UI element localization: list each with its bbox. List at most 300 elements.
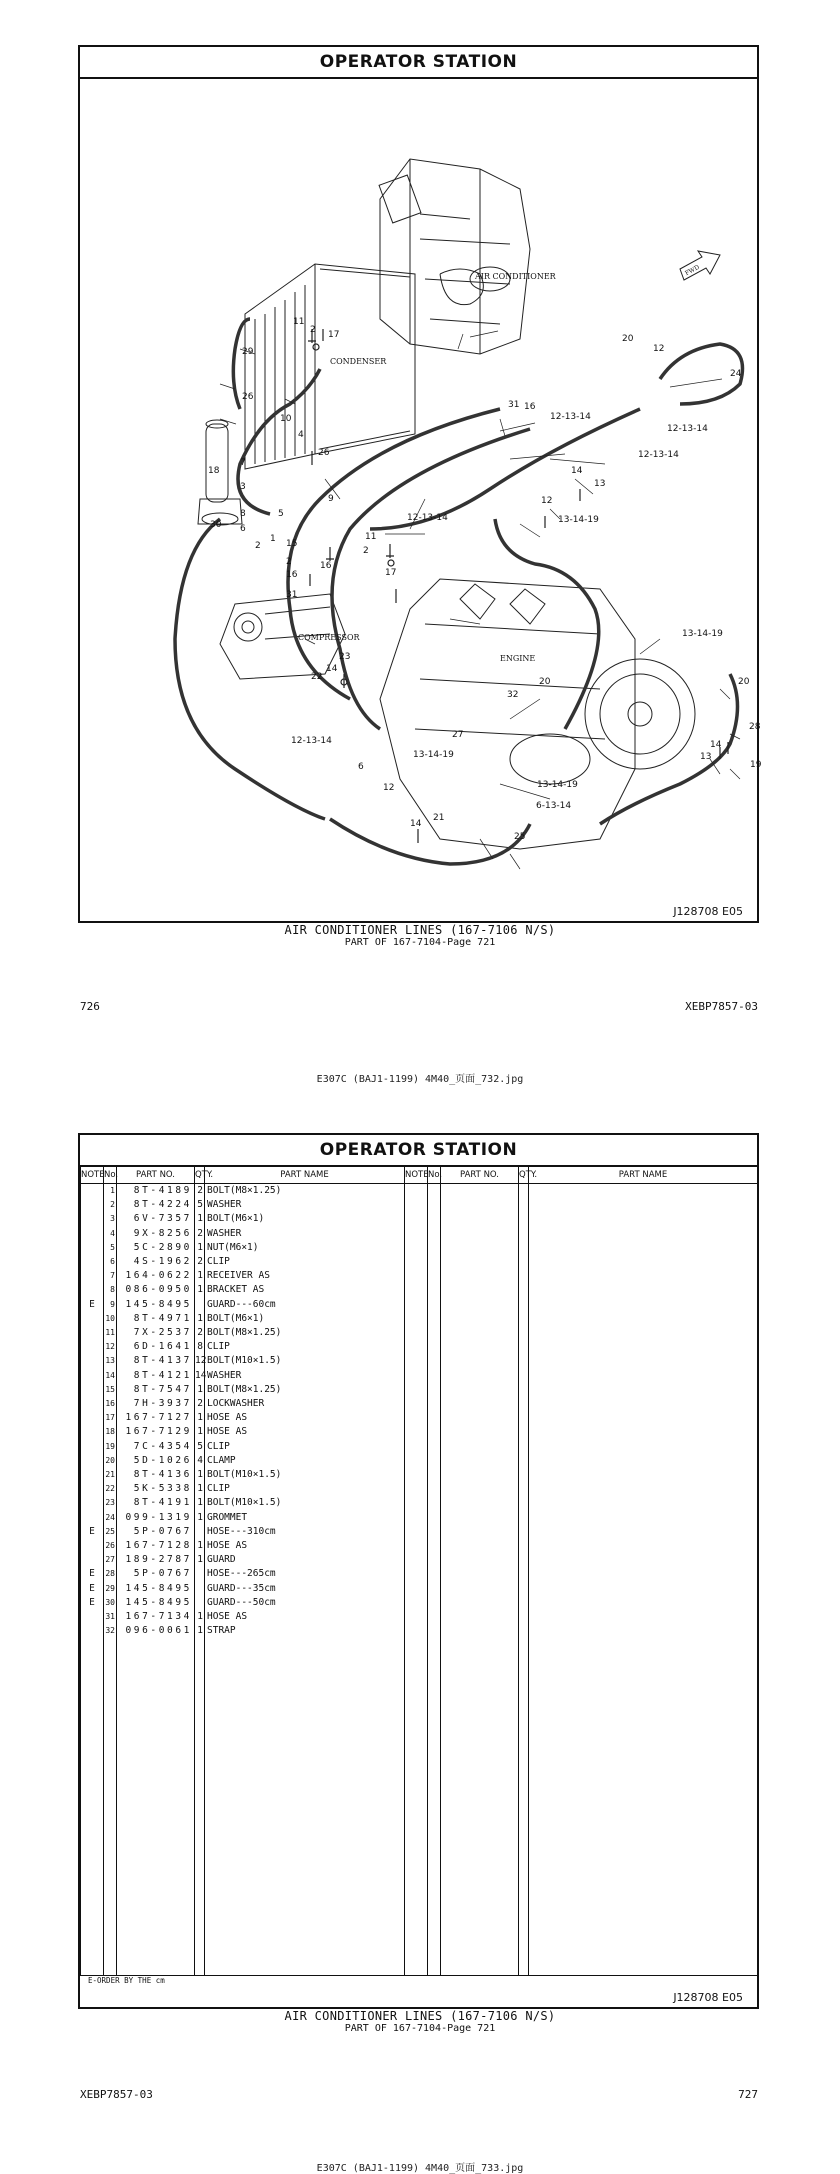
empty-cell: [529, 1496, 758, 1510]
empty-cell: [529, 1298, 758, 1312]
callout: 26: [318, 448, 330, 458]
row-note: [81, 1511, 104, 1525]
row-number: 8: [104, 1283, 117, 1297]
empty-cell: [405, 1454, 428, 1468]
empty-cell: [441, 1383, 519, 1397]
row-number: 22: [104, 1482, 117, 1496]
empty-cell: [529, 1255, 758, 1269]
empty-cell: [428, 1411, 441, 1425]
empty-cell: [428, 1496, 441, 1510]
row-quantity: 1: [195, 1269, 205, 1283]
footnote: E-ORDER BY THE cm: [88, 1976, 165, 1985]
row-note: [81, 1610, 104, 1624]
empty-cell: [405, 1639, 428, 1976]
col-header: No.: [428, 1166, 441, 1184]
empty-cell: [441, 1610, 519, 1624]
row-part-name: GUARD: [205, 1553, 405, 1567]
empty-cell: [529, 1511, 758, 1525]
empty-cell: [405, 1340, 428, 1354]
row-note: [81, 1383, 104, 1397]
row-quantity: 1: [195, 1383, 205, 1397]
empty-cell: [428, 1340, 441, 1354]
empty-cell: [519, 1269, 529, 1283]
footnote-divider: [80, 1975, 757, 1976]
callout: 13-14-19: [558, 515, 599, 525]
callout: 20: [622, 334, 634, 344]
row-quantity: 8: [195, 1340, 205, 1354]
row-part-number: 8T-4191: [117, 1496, 195, 1510]
empty-cell: [428, 1539, 441, 1553]
figure-subcaption: PART OF 167-7104-Page 721: [344, 937, 496, 948]
empty-cell: [405, 1567, 428, 1581]
empty-cell: [519, 1283, 529, 1297]
col-header: QTY.: [519, 1166, 529, 1184]
callout: 20: [539, 677, 551, 687]
row-part-name: WASHER: [205, 1369, 405, 1383]
row-note: [81, 1354, 104, 1368]
row-quantity: 5: [195, 1198, 205, 1212]
callout: 29: [242, 347, 254, 357]
table-row: [81, 1397, 758, 1411]
row-quantity: 1: [195, 1212, 205, 1226]
row-part-name: CLIP: [205, 1340, 405, 1354]
empty-cell: [529, 1624, 758, 1638]
row-note: [81, 1468, 104, 1482]
empty-cell: [81, 1639, 104, 1976]
table-row: [81, 1624, 758, 1638]
callout: 6-13-14: [536, 801, 572, 811]
forward-arrow-label: FWD: [683, 263, 701, 278]
callout: 2: [363, 546, 369, 556]
empty-cell: [529, 1567, 758, 1581]
table-row: [81, 1582, 758, 1596]
row-part-number: 7H-3937: [117, 1397, 195, 1411]
empty-cell: [428, 1596, 441, 1610]
row-quantity: 1: [195, 1496, 205, 1510]
empty-cell: [428, 1184, 441, 1199]
empty-cell: [441, 1326, 519, 1340]
empty-cell: [441, 1454, 519, 1468]
empty-cell: [405, 1227, 428, 1241]
empty-cell: [428, 1624, 441, 1638]
empty-cell: [529, 1354, 758, 1368]
callout: 25: [514, 832, 526, 842]
empty-cell: [441, 1511, 519, 1525]
empty-cell: [428, 1468, 441, 1482]
row-quantity: 1: [195, 1553, 205, 1567]
table-row: [81, 1283, 758, 1297]
row-part-name: CLIP: [205, 1255, 405, 1269]
table-row: [81, 1511, 758, 1525]
callout: 10: [280, 414, 292, 424]
diagram-frame: [78, 45, 762, 923]
empty-cell: [529, 1326, 758, 1340]
row-note: [81, 1227, 104, 1241]
row-quantity: 1: [195, 1511, 205, 1525]
row-note: [81, 1425, 104, 1439]
empty-cell: [428, 1298, 441, 1312]
callout: 2: [286, 557, 292, 567]
empty-cell: [405, 1312, 428, 1326]
empty-cell: [405, 1255, 428, 1269]
empty-cell: [529, 1582, 758, 1596]
empty-cell: [405, 1496, 428, 1510]
row-quantity: 1: [195, 1312, 205, 1326]
empty-cell: [428, 1582, 441, 1596]
empty-cell: [428, 1383, 441, 1397]
callout: 9: [328, 494, 334, 504]
empty-cell: [441, 1340, 519, 1354]
callout: 27: [452, 730, 464, 740]
callout: 12: [383, 783, 395, 793]
empty-cell: [529, 1227, 758, 1241]
row-part-number: 164-0622: [117, 1269, 195, 1283]
table-row: [81, 1369, 758, 1383]
row-part-name: BOLT(M8×1.25): [205, 1184, 405, 1199]
row-number: 31: [104, 1610, 117, 1624]
row-number: 11: [104, 1326, 117, 1340]
parts-caption: AIR CONDITIONER LINES (167-7106 N/S): [284, 2009, 556, 2023]
callout: 12-13-14: [291, 736, 332, 746]
figure-caption: AIR CONDITIONER LINES (167-7106 N/S): [284, 923, 556, 937]
empty-cell: [519, 1596, 529, 1610]
row-part-name: BOLT(M8×1.25): [205, 1326, 405, 1340]
row-part-name: WASHER: [205, 1227, 405, 1241]
row-number: 25: [104, 1525, 117, 1539]
empty-cell: [441, 1397, 519, 1411]
empty-cell: [405, 1184, 428, 1199]
row-note: [81, 1340, 104, 1354]
table-row: [81, 1496, 758, 1510]
empty-cell: [441, 1312, 519, 1326]
row-number: 16: [104, 1397, 117, 1411]
callout: 13: [594, 479, 606, 489]
empty-cell: [428, 1610, 441, 1624]
empty-cell: [519, 1539, 529, 1553]
empty-cell: [405, 1624, 428, 1638]
row-number: 14: [104, 1369, 117, 1383]
empty-cell: [529, 1610, 758, 1624]
row-quantity: [195, 1525, 205, 1539]
empty-cell: [441, 1298, 519, 1312]
callout: 20: [738, 677, 750, 687]
table-row: [81, 1610, 758, 1624]
row-note: [81, 1326, 104, 1340]
empty-cell: [405, 1298, 428, 1312]
row-part-name: WASHER: [205, 1198, 405, 1212]
empty-cell: [441, 1227, 519, 1241]
row-part-name: BOLT(M10×1.5): [205, 1354, 405, 1368]
empty-cell: [428, 1283, 441, 1297]
row-number: 3: [104, 1212, 117, 1226]
col-header: PART NO.: [441, 1166, 519, 1184]
row-part-number: 8T-7547: [117, 1383, 195, 1397]
table-row: [81, 1255, 758, 1269]
row-part-number: 7X-2537: [117, 1326, 195, 1340]
row-number: 21: [104, 1468, 117, 1482]
row-number: 18: [104, 1425, 117, 1439]
empty-cell: [519, 1639, 529, 1976]
row-part-number: 5D-1026: [117, 1454, 195, 1468]
callout: 3: [240, 482, 246, 492]
table-row: [81, 1425, 758, 1439]
row-number: 2: [104, 1198, 117, 1212]
table-row: [81, 1596, 758, 1610]
row-quantity: [195, 1567, 205, 1581]
empty-cell: [519, 1582, 529, 1596]
row-number: 23: [104, 1496, 117, 1510]
row-number: 26: [104, 1539, 117, 1553]
empty-cell: [405, 1468, 428, 1482]
empty-cell: [529, 1241, 758, 1255]
row-quantity: 12: [195, 1354, 205, 1368]
row-number: 12: [104, 1340, 117, 1354]
empty-cell: [195, 1639, 205, 1976]
row-note: E: [81, 1582, 104, 1596]
empty-cell: [519, 1227, 529, 1241]
row-part-name: BOLT(M10×1.5): [205, 1468, 405, 1482]
row-part-number: 6D-1641: [117, 1340, 195, 1354]
empty-cell: [405, 1269, 428, 1283]
table-row: [81, 1241, 758, 1255]
row-note: [81, 1212, 104, 1226]
empty-cell: [405, 1241, 428, 1255]
callout: 12: [541, 496, 553, 506]
row-part-name: CLAMP: [205, 1454, 405, 1468]
empty-cell: [441, 1212, 519, 1226]
empty-cell: [519, 1553, 529, 1567]
callout: 14: [571, 466, 583, 476]
table-row: [81, 1354, 758, 1368]
row-number: 10: [104, 1312, 117, 1326]
empty-cell: [519, 1440, 529, 1454]
row-number: 5: [104, 1241, 117, 1255]
row-part-number: 7C-4354: [117, 1440, 195, 1454]
row-quantity: [195, 1596, 205, 1610]
table-row: [81, 1227, 758, 1241]
empty-cell: [428, 1553, 441, 1567]
empty-cell: [519, 1354, 529, 1368]
empty-cell: [405, 1383, 428, 1397]
row-quantity: [195, 1298, 205, 1312]
table-header-row: [81, 1166, 758, 1184]
row-note: [81, 1496, 104, 1510]
empty-cell: [441, 1567, 519, 1581]
row-part-name: BOLT(M8×1.25): [205, 1383, 405, 1397]
col-header: NOTE: [405, 1166, 428, 1184]
row-number: 9: [104, 1298, 117, 1312]
empty-cell: [519, 1198, 529, 1212]
empty-cell: [519, 1397, 529, 1411]
filler-row: [81, 1639, 758, 1976]
empty-cell: [428, 1482, 441, 1496]
row-number: 24: [104, 1511, 117, 1525]
page-number: 726: [80, 1000, 100, 1013]
col-header: No.: [104, 1166, 117, 1184]
row-part-name: HOSE AS: [205, 1539, 405, 1553]
empty-cell: [405, 1198, 428, 1212]
empty-cell: [529, 1596, 758, 1610]
empty-cell: [428, 1255, 441, 1269]
row-part-name: CLIP: [205, 1482, 405, 1496]
empty-cell: [428, 1198, 441, 1212]
empty-cell: [529, 1639, 758, 1976]
row-part-name: GUARD---35cm: [205, 1582, 405, 1596]
row-part-number: 167-7129: [117, 1425, 195, 1439]
row-note: [81, 1241, 104, 1255]
callout: 12-13-14: [407, 513, 448, 523]
callout: 19: [750, 760, 762, 770]
row-part-name: LOCKWASHER: [205, 1397, 405, 1411]
callout: 21: [433, 813, 445, 823]
empty-cell: [519, 1454, 529, 1468]
row-part-number: 8T-4971: [117, 1312, 195, 1326]
row-part-number: 5K-5338: [117, 1482, 195, 1496]
row-quantity: 1: [195, 1283, 205, 1297]
row-part-number: 096-0061: [117, 1624, 195, 1638]
row-part-name: RECEIVER AS: [205, 1269, 405, 1283]
empty-cell: [428, 1269, 441, 1283]
row-part-number: 4S-1962: [117, 1255, 195, 1269]
callout: 17: [328, 330, 340, 340]
callout: 28: [749, 722, 761, 732]
row-quantity: 2: [195, 1227, 205, 1241]
empty-cell: [519, 1340, 529, 1354]
callout: 13-14-19: [537, 780, 578, 790]
empty-cell: [519, 1624, 529, 1638]
empty-cell: [519, 1369, 529, 1383]
callout: 6: [358, 762, 364, 772]
empty-cell: [519, 1255, 529, 1269]
reference-code: J128708 E05: [673, 905, 743, 918]
empty-cell: [441, 1539, 519, 1553]
row-number: 7: [104, 1269, 117, 1283]
callout: 8: [240, 509, 246, 519]
empty-cell: [441, 1553, 519, 1567]
empty-cell: [529, 1553, 758, 1567]
callout: 5: [278, 509, 284, 519]
callout: 6: [240, 524, 246, 534]
table-row: [81, 1468, 758, 1482]
row-note: [81, 1411, 104, 1425]
empty-cell: [441, 1525, 519, 1539]
row-quantity: 1: [195, 1411, 205, 1425]
empty-cell: [428, 1227, 441, 1241]
empty-cell: [529, 1525, 758, 1539]
air-conditioner-unit: [379, 159, 530, 354]
document-code: XEBP7857-03: [685, 1000, 758, 1013]
callout: 14: [326, 664, 338, 674]
empty-cell: [441, 1411, 519, 1425]
empty-cell: [529, 1383, 758, 1397]
callout: 16: [320, 561, 332, 571]
table-row: [81, 1525, 758, 1539]
table-row: [81, 1298, 758, 1312]
empty-cell: [428, 1639, 441, 1976]
empty-cell: [529, 1425, 758, 1439]
empty-cell: [405, 1425, 428, 1439]
empty-cell: [428, 1425, 441, 1439]
file-name: E307C (BAJ1-1199) 4M40_页面_732.jpg: [316, 1074, 524, 1085]
empty-cell: [405, 1397, 428, 1411]
empty-cell: [519, 1212, 529, 1226]
row-quantity: 4: [195, 1454, 205, 1468]
row-part-name: NUT(M6×1): [205, 1241, 405, 1255]
row-number: 4: [104, 1227, 117, 1241]
callout: 16: [286, 570, 298, 580]
empty-cell: [428, 1354, 441, 1368]
row-quantity: 1: [195, 1624, 205, 1638]
empty-cell: [441, 1198, 519, 1212]
col-header: PART NAME: [529, 1166, 758, 1184]
row-note: [81, 1397, 104, 1411]
parts-table: [80, 1165, 758, 1975]
callout: 30: [210, 520, 222, 530]
compressor-label: COMPRESSOR: [298, 633, 360, 642]
table-row: [81, 1383, 758, 1397]
callout: 2: [255, 541, 261, 551]
table-row: [81, 1539, 758, 1553]
empty-cell: [519, 1496, 529, 1510]
row-part-name: HOSE---265cm: [205, 1567, 405, 1581]
row-number: 6: [104, 1255, 117, 1269]
empty-cell: [405, 1511, 428, 1525]
air-conditioner-label: AIR CONDITIONER: [475, 272, 556, 281]
empty-cell: [104, 1639, 117, 1976]
callout: 23: [339, 652, 351, 662]
empty-cell: [519, 1326, 529, 1340]
empty-cell: [441, 1425, 519, 1439]
empty-cell: [428, 1511, 441, 1525]
row-number: 15: [104, 1383, 117, 1397]
parts-page-number: 727: [738, 2088, 758, 2101]
row-quantity: 5: [195, 1440, 205, 1454]
row-quantity: 1: [195, 1425, 205, 1439]
row-note: E: [81, 1298, 104, 1312]
table-row: [81, 1440, 758, 1454]
row-part-name: HOSE AS: [205, 1411, 405, 1425]
table-row: [81, 1567, 758, 1581]
row-note: E: [81, 1596, 104, 1610]
empty-cell: [428, 1454, 441, 1468]
empty-cell: [519, 1383, 529, 1397]
row-number: 20: [104, 1454, 117, 1468]
empty-cell: [529, 1184, 758, 1199]
empty-cell: [441, 1184, 519, 1199]
row-part-number: 9X-8256: [117, 1227, 195, 1241]
empty-cell: [441, 1354, 519, 1368]
callout: 16: [524, 402, 536, 412]
row-part-name: GROMMET: [205, 1511, 405, 1525]
row-number: 32: [104, 1624, 117, 1638]
empty-cell: [529, 1468, 758, 1482]
row-note: [81, 1539, 104, 1553]
callout: 13-14-19: [413, 750, 454, 760]
empty-cell: [529, 1539, 758, 1553]
row-number: 17: [104, 1411, 117, 1425]
table-row: [81, 1312, 758, 1326]
table-row: [81, 1269, 758, 1283]
row-note: [81, 1283, 104, 1297]
empty-cell: [441, 1624, 519, 1638]
empty-cell: [441, 1639, 519, 1976]
callout-numbers: [208, 317, 762, 842]
row-part-name: BOLT(M10×1.5): [205, 1496, 405, 1510]
col-header: PART NO.: [117, 1166, 195, 1184]
empty-cell: [441, 1255, 519, 1269]
hose-lines: [175, 319, 743, 864]
callout: 14: [710, 740, 722, 750]
